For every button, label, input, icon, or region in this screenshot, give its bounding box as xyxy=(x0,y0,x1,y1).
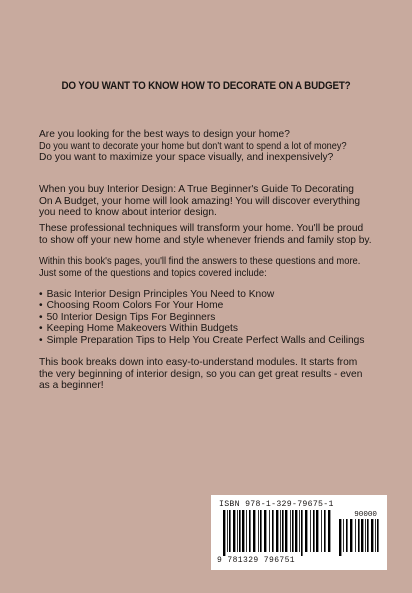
barcode-bar xyxy=(295,510,297,552)
addon-barcode-bars xyxy=(339,519,379,556)
barcode-bar xyxy=(305,510,307,552)
barcode-bar xyxy=(361,519,363,552)
barcode-bar xyxy=(350,519,352,552)
paragraph-line: When you buy Interior Design: A True Beginner's Guide To Decorating xyxy=(39,184,354,195)
barcode-digits: 9 781329 796751 xyxy=(217,556,296,565)
barcode-bar xyxy=(310,510,311,552)
barcode-bar xyxy=(375,519,376,552)
barcode-bar xyxy=(264,510,266,552)
barcode-bar xyxy=(377,519,379,552)
paragraph-line: the very beginning of interior design, so you can get great results - even xyxy=(39,368,363,380)
barcode-bar xyxy=(316,510,318,552)
barcode-bar xyxy=(227,510,228,552)
paragraph-line: Just some of the questions and topics covered include: xyxy=(39,267,267,279)
barcode-bar xyxy=(253,510,255,552)
barcode-bar xyxy=(258,510,259,552)
paragraph-line: as a beginner! xyxy=(39,380,104,392)
barcode-bar xyxy=(355,519,356,552)
barcode-bar xyxy=(282,510,284,552)
paragraph-line: This book breaks down into easy-to-understand modules. It starts from xyxy=(39,357,358,368)
barcode-bar xyxy=(272,510,274,552)
topic-item: • Choosing Room Colors For Your Home xyxy=(39,300,364,311)
question-line: Do you want to maximize your space visually, and inexpensively? xyxy=(39,152,334,164)
isbn-label: ISBN 978-1-329-79675-1 xyxy=(219,500,334,509)
barcode-bar xyxy=(313,510,315,552)
barcode-bar xyxy=(223,510,225,556)
question-line: Are you looking for the best ways to design your home? xyxy=(39,129,290,140)
barcode-bar xyxy=(339,519,341,556)
barcode-bar xyxy=(285,510,287,552)
barcode-bar xyxy=(292,510,294,552)
barcode-bar xyxy=(358,519,360,552)
barcode-bar xyxy=(365,519,366,552)
questions-block xyxy=(39,129,379,164)
barcode-bar xyxy=(242,510,244,552)
barcode-bar xyxy=(233,510,235,552)
isbn-barcode xyxy=(211,495,387,570)
paragraph-line: Within this book's pages, you'll find the answers to these questions and more. xyxy=(39,256,361,267)
barcode-bar xyxy=(321,510,322,552)
price-code: 90000 xyxy=(354,511,377,519)
barcode-bar xyxy=(269,510,270,552)
barcode-bar xyxy=(328,510,330,552)
barcode-bar xyxy=(371,519,373,552)
barcode-bar xyxy=(246,510,247,552)
question-text: Do you want to decorate your home but don't want to spend a lot of money? xyxy=(39,140,347,152)
topic-item: • 50 Interior Design Tips For Beginners xyxy=(39,312,364,323)
question-line xyxy=(39,141,379,153)
closing-paragraph xyxy=(39,357,379,392)
paragraph-line: On A Budget, your home will look amazing! You will discover everything xyxy=(39,195,361,207)
paragraph-line: to show off your new home and style whenever friends and family stop by. xyxy=(39,234,372,246)
within-paragraph xyxy=(39,256,379,279)
barcode-bar xyxy=(290,510,291,552)
topic-item: • Basic Interior Design Principles You Need to Know xyxy=(39,289,364,300)
barcode-bar xyxy=(301,510,303,556)
paragraph-line: you need to know about interior design. xyxy=(39,207,217,219)
cover-heading: DO YOU WANT TO KNOW HOW TO DECORATE ON A BUDGET? xyxy=(61,80,351,92)
barcode-bar xyxy=(237,510,238,552)
barcode-bar xyxy=(239,510,241,552)
barcode-bar xyxy=(260,510,262,552)
barcode-bar xyxy=(324,510,326,552)
barcode-bar xyxy=(367,519,369,552)
barcode-bar xyxy=(229,510,231,552)
barcode-bar xyxy=(346,519,348,552)
intro-paragraph xyxy=(39,184,379,219)
barcode-bar xyxy=(249,510,251,552)
techniques-paragraph xyxy=(39,223,379,246)
topic-item: • Keeping Home Makeovers Within Budgets xyxy=(39,323,364,334)
barcode-bars xyxy=(223,510,333,556)
barcode-bar xyxy=(276,510,278,552)
barcode-bar xyxy=(280,510,281,552)
paragraph-line: These professional techniques will transform your home. You'll be proud xyxy=(39,223,364,234)
topics-list xyxy=(39,289,364,346)
barcode-bar xyxy=(299,510,300,552)
topic-item: • Simple Preparation Tips to Help You Create Perfect Walls and Ceilings xyxy=(39,335,364,346)
barcode-bar xyxy=(343,519,344,552)
